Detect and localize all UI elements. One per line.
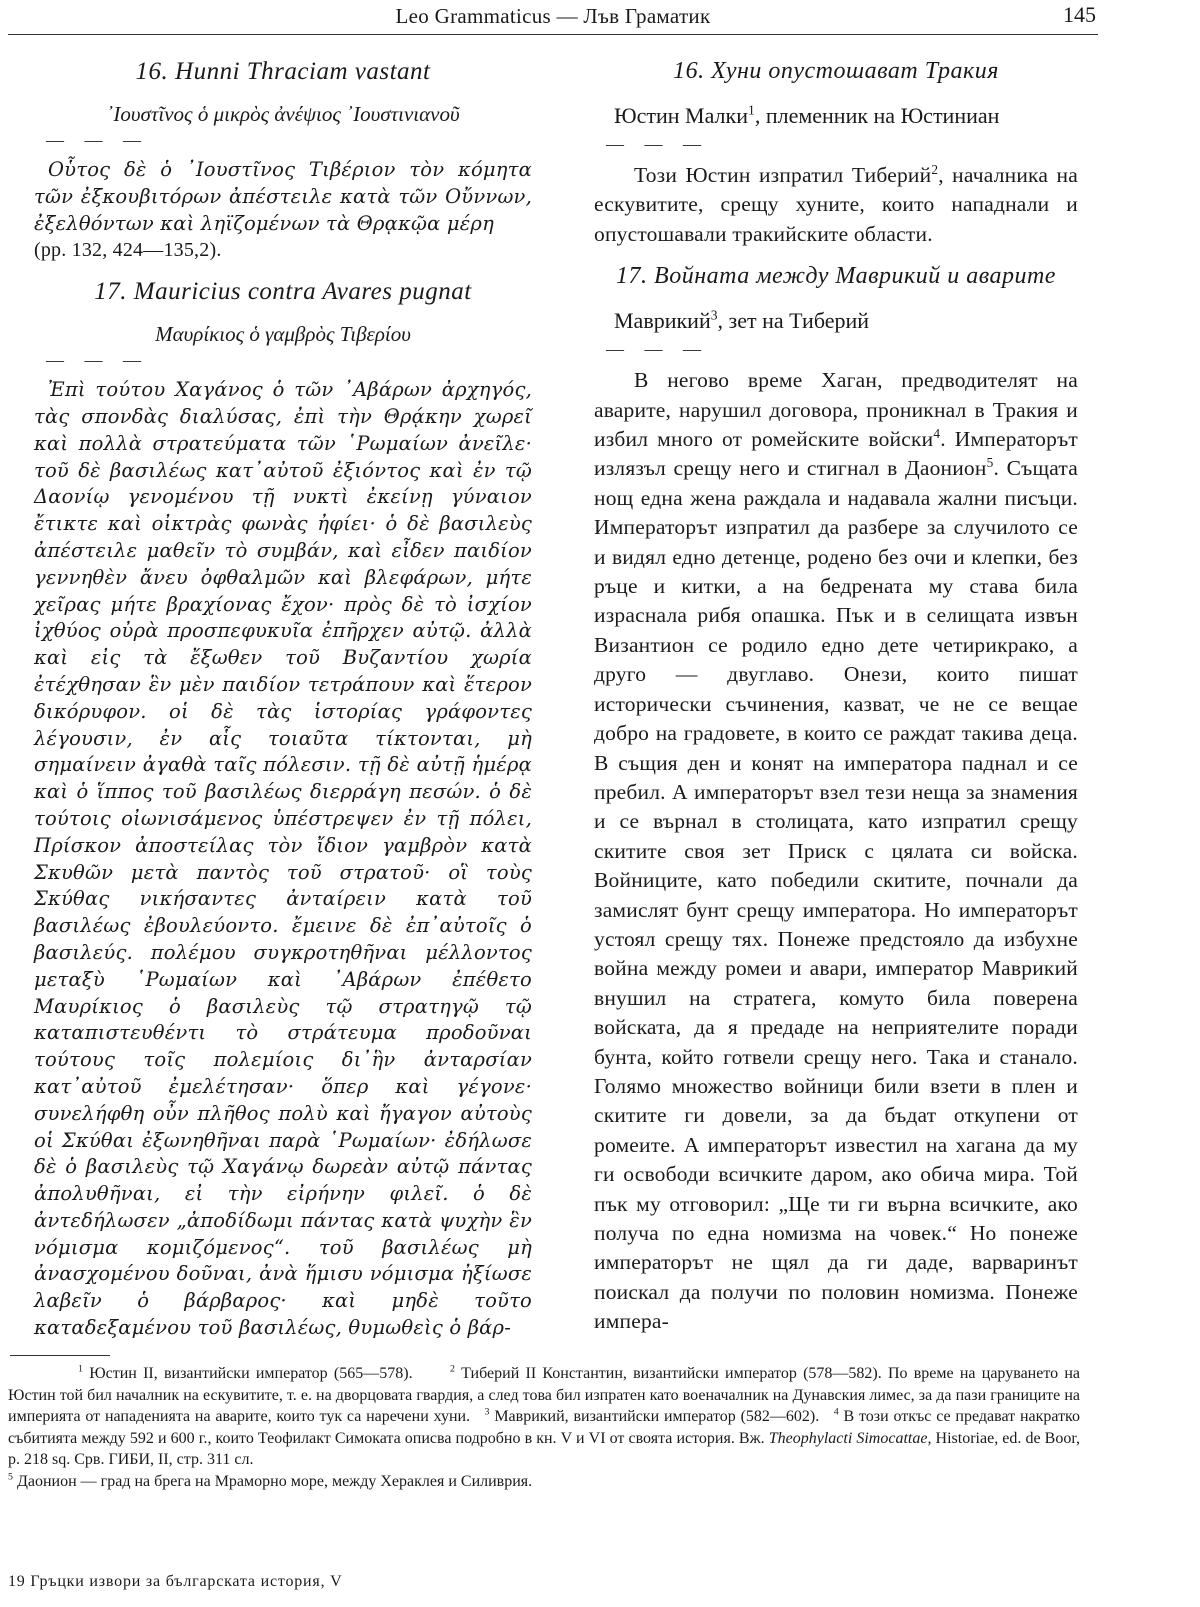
greek-text-body: Οὗτος δὲ ὁ ᾿Ιουστῖνος Τιβέριον τὸν κόμητα τῶν ἐξκουβιτόρων ἀπέστειλε κατὰ τῶν Οὔννων, ἐξελθόντων καὶ ληϊζομένων τὰ Θρᾳκῷα μέρη (34, 158, 532, 235)
footnotes (8, 1363, 1080, 1492)
section-16-lemma-bulgarian: Юстин Малки$^1$, племенник на Юстиниан (614, 102, 1000, 128)
section-16-greek-text (34, 157, 532, 264)
footnote-ref[interactable]: 1 (748, 102, 755, 118)
greek-column (34, 58, 532, 1342)
footnote-ref[interactable]: 2 (931, 161, 939, 177)
omission-dashes: — — — (606, 339, 709, 360)
section-17-title-bulgarian: 17. Войната между Маврикий и аварите (616, 263, 1056, 290)
footnote-5-line: $^5$ Даонион — град на брега на Мраморно море, между Хераклея и Силиврия. (8, 1471, 533, 1490)
section-17-lemma-greek: Μαυρίκιος ὁ γαμβρὸς Τιβερίου (155, 322, 411, 347)
section-17-title-latin: 17. Mauricius contra Avares pugnat (94, 278, 472, 306)
running-header (8, 0, 1098, 35)
omission-dashes: — — — (46, 130, 149, 150)
footnote-2: Тиберий II Константин, византийски император (578—582). По време на царуването на Юстин той бил началник на ескувитите, т. е. на дворцовата гвардия, а след това бил изпратен като военачалник на Дунавския лимес, за да пази границите на империята от нападенията на аварите, които тук са наречени хуни. (8, 1365, 1081, 1425)
footnote-rule (10, 1355, 110, 1356)
section-17-bulgarian-text: В негово време Хаган, предводителят на аварите, нарушил договора, проникнал в Тракия и избил много от ромейските войски$^4$. Императорът излязъл срещу него и стигнал в Даонион$^5$. Същата нощ една жена раждала и надавала жални писъци. Императорът изпратил да разбере за случилото се и видял едно детенце, родено без очи и клепки, без ръце и китки, а на бедрената му става била израснала рибя опашка. Пък и в селищата извън Византион се родило едно дете четирикрако, а друго — двуглаво. Онези, които пишат исторически съчинения, казват, че не се вещае добро на градовете, в които се раждат такива деца. В същия ден и конят на императора паднал и се пребил. А императорът взел тези неща за знамения и се върнал в столицата, като изпратил срещу скитите своя зет Приск с цялата си войска. Войниците, като победили скитите, почнали да замислят бунт срещу императора. Но императорът устоял срещу тях. Понеже предстояло да избухне война между ромеи и авари, император Маврикий внушил на стратега, комуто била поверена войската, да я предаде на неприятелите поради бунта, който готвели срещу него. Така и станало. Голямо множество войници били взети в плен и скитите ги довели, за да бъдат откупени от ромеите. А императорът известил на хагана да му ги освободи всичките даром, ако обича мира. Той пък му отговорил: „Ще ти ги върна всичките, ако получа по една номизма на човек.“ Но понеже императорът не щял да ги даде, варваринът поискал да получи по половин номизма. Понеже импера- (594, 368, 1078, 1334)
footnote-3: Маврикий, византийски император (582—602). (494, 1408, 820, 1425)
page-reference: (pp. 132, 424—135,2). (34, 239, 222, 262)
signature-line: 19 Гръцки извори за българската история, V (8, 1573, 343, 1590)
page-number: 145 (1063, 2, 1096, 27)
footnote-1: Юстин II, византийски император (565—578). (89, 1365, 413, 1382)
bulgarian-column (594, 58, 1078, 1337)
footnotes-paragraph: $^1$ Юстин II, византийски император (565—578). $^2$ Тиберий II Константин, византийски император (578—582). По време на царуването на Юстин той бил началник на ескувитите, т. е. на дворцовата гвардия, а след това бил изпратен като военачалник на Дунавския лимес, за да пази границите на империята от нападенията на аварите, които тук са наречени хуни. $^3$ Маврикий, византийски император (582—602). $^4$ В този откъс се предават накратко събитията между 592 и 600 г., които Теофилакт Симоката описва подробно в кн. V и VI от своята история. Вж. Theophylacti Simocattae, Historiae, ed. de Boor, p. 218 sq. Срв. ГИБИ, II, стр. 311 сл. (8, 1363, 1081, 1468)
omission-dashes: — — — (46, 350, 149, 371)
footnote-ref[interactable]: 4 (933, 425, 941, 441)
footnote-4: В този откъс се предават накратко събитията между 592 и 600 г., които Теофилакт Симоката описва подробно в кн. V и VI от своята история. Вж. Theophylacti Simocattae, Historiae, ed. de Boor, p. 218 sq. Срв. ГИБИ, II, стр. 311 сл. (8, 1408, 1081, 1468)
footnote-ref[interactable]: 3 (710, 307, 718, 323)
footnote-5: Даонион — град на брега на Мраморно море, между Хераклея и Силиврия. (16, 1472, 533, 1490)
section-17-lemma-bulgarian: Маврикий$^3$, зет на Тиберий (614, 307, 870, 334)
section-16-bulgarian-text: Този Юстин изпратил Тиберий$^2$, началника на ескувитите, срещу хуните, които нападнали и опустошавали тракийските области. (594, 161, 1078, 246)
omission-dashes: — — — (606, 134, 709, 154)
footnote-ref[interactable]: 5 (986, 455, 994, 471)
section-17-greek-text: Ἐπὶ τούτου Χαγάνος ὁ τῶν ᾿Αβάρων ἀρχηγός, τὰς σπονδὰς διαλύσας, ἐπὶ τὴν Θρᾴκην χωρεῖ καὶ πολλὰ στρατεύματα τῶν ῾Ρωμαίων ἀνεῖλε· τοῦ δὲ βασιλέως κατ᾿αὐτοῦ ἐξιόντος καὶ ἐν τῷ Δαονίῳ γενομένου τῇ νυκτὶ ἐκείνῃ γύναιον ἔτικτε καὶ οἰκτρὰς φωνὰς ἠφίει· ὁ δὲ βασιλεὺς ἀπέστειλε μαθεῖν τὸ συμβάν, καὶ εἶδεν παιδίον γεννηθὲν ἄνευ ὀφθαλμῶν καὶ βλεφάρων, μήτε χεῖρας μήτε βραχίονας ἔχον· πρὸς δὲ τὸ ἰσχίον ἰχθύος οὐρὰ προσπεφυκυῖα ἐπῆρχεν αὐτῷ. ἀλλὰ καὶ εἰς τὰ ἔξωθεν τοῦ Βυζαντίου χωρία ἐτέχθησαν ἓν μὲν παιδίον τετράπουν καὶ ἕτερον δικόρυφον. οἱ δὲ τὰς ἱστορίας γράφοντες λέγουσιν, ἐν αἷς τοιαῦτα τίκτονται, μὴ σημαίνειν ἀγαθὰ ταῖς πόλεσιν. τῇ δὲ αὐτῇ ἡμέρᾳ καὶ ὁ ἵππος τοῦ βασιλέως διερράγη πεσών. ὁ δὲ τούτοις οἰωνισάμενος ὑπέστρεψεν ἐν τῇ πόλει, Πρίσκον ἀποστείλας τὸν ἴδιον γαμβρὸν κατὰ Σκυθῶν μετὰ παντὸς τοῦ στρατοῦ· οἳ τοὺς Σκύθας νικήσαντες ἀνταίρειν κατὰ τοῦ βασιλέως ἐβουλεύοντο. ἔμεινε δὲ ἐπ᾿αὐτοῖς ὁ βασιλεύς. πολέμου συγκροτηθῆναι μέλλοντος μεταξὺ ῾Ρωμαίων καὶ ᾿Αβάρων ἐπέθετο Μαυρίκιος ὁ βασιλεὺς τῷ στρατηγῷ τῷ καταπιστευθέντι τὸ στράτευμα προδοῦναι τούτους τοῖς πολεμίοις δι᾿ἣν ἀνταρσίαν κατ᾿αὐτοῦ ἐμελέτησαν· ὅπερ καὶ γέγονε· συνελήφθη οὖν πλῆθος πολὺ καὶ ἤγαγον αὐτοὺς οἱ Σκύθαι ἐξωνηθῆναι παρὰ ῾Ρωμαίων· ἐδήλωσε δὲ ὁ βασιλεὺς τῷ Χαγάνῳ δωρεὰν αὐτῷ πάντας ἀπολυθῆναι, εἰ τὴν εἰρήνην φιλεῖ. ὁ δὲ ἀντεδήλωσεν „ἀποδίδωμι πάντας κατὰ ψυχὴν ἓν νόμισμα κομιζόμενος“. τοῦ βασιλέως μὴ ἀνασχομένου δοῦναι, ἀνὰ ἥμισυ νόμισμα ἠξίωσε λαβεῖν ὁ βάρβαρος· καὶ μηδὲ τοῦτο καταδεξαμένου τοῦ βασιλέως, θυμωθεὶς ὁ βάρ- (34, 378, 532, 1340)
section-16-lemma-greek: ᾿Ιουστῖνος ὁ μικρὸς ἀνέψιος ᾿Ιουστινιανοῦ (106, 102, 460, 126)
section-16-title-latin: 16. Hunni Thraciam vastant (135, 58, 431, 85)
header-title: Leo Grammaticus — Лъв Граматик (395, 4, 711, 28)
section-16-title-bulgarian: 16. Хуни опустошават Тракия (673, 58, 999, 84)
